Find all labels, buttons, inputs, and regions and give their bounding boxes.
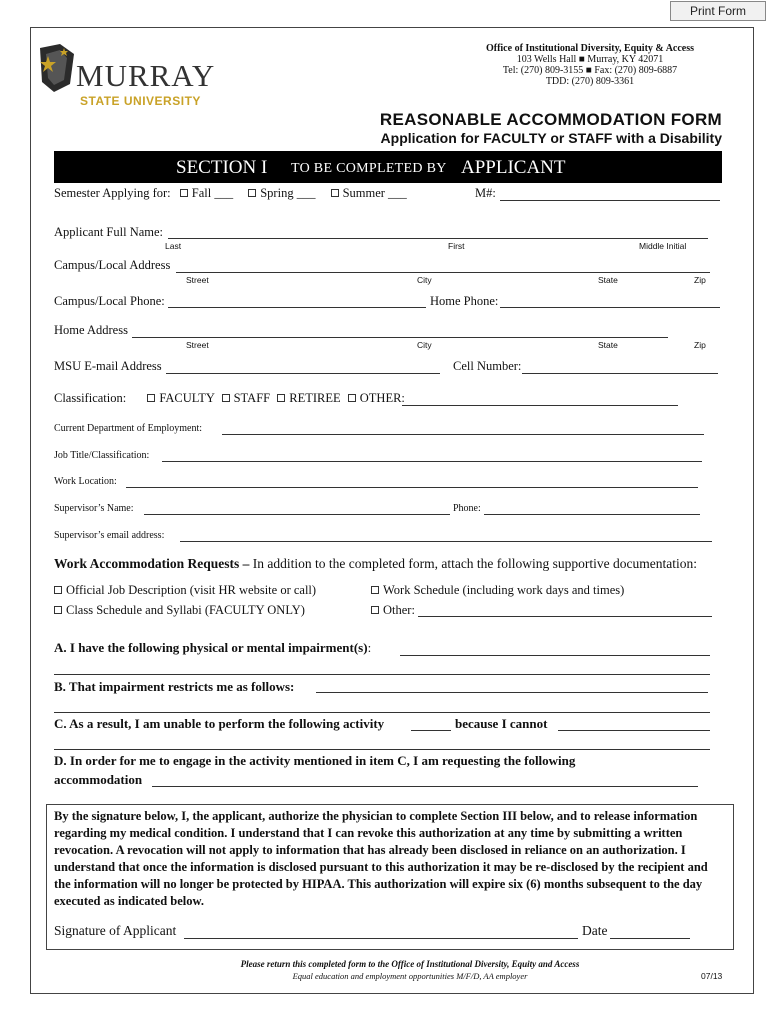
faculty-checkbox[interactable]	[147, 394, 155, 402]
office-title: Office of Institutional Diversity, Equity & Access	[485, 43, 695, 54]
class-schedule-label: Class Schedule and Syllabi (FACULTY ONLY)	[66, 603, 305, 617]
cell-field[interactable]	[522, 373, 718, 374]
item-a-row	[54, 640, 371, 656]
office-address: 103 Wells Hall ■ Murray, KY 42071	[516, 54, 664, 65]
home-zip-caption: Zip	[694, 340, 706, 350]
footer-return-instruction: Please return this completed form to the Office of Institutional Diversity, Equity and Access	[240, 959, 580, 969]
supervisor-email-field[interactable]	[180, 541, 712, 542]
doc-other-label: Other:	[383, 603, 415, 617]
doc-other-checkbox[interactable]	[371, 606, 379, 614]
home-street-caption: Street	[186, 340, 209, 350]
work-location-label: Work Location:	[54, 476, 117, 487]
semester-row	[54, 186, 407, 201]
doc-work-schedule	[371, 583, 624, 598]
summer-label: Summer ___	[342, 186, 407, 200]
job-desc-label: Official Job Description (visit HR website or call)	[66, 583, 317, 597]
email-label: MSU E-mail Address	[54, 359, 162, 373]
item-b-field-2[interactable]	[54, 712, 710, 713]
doc-job-desc	[54, 583, 316, 598]
item-d-field[interactable]	[152, 786, 698, 787]
other-label: OTHER:	[359, 391, 405, 405]
supervisor-name-label: Supervisor’s Name:	[54, 503, 134, 514]
job-desc-checkbox[interactable]	[54, 586, 62, 594]
home-address-label: Home Address	[54, 323, 128, 337]
retiree-label: RETIREE	[289, 391, 341, 405]
supervisor-phone-label: Phone:	[453, 503, 481, 514]
campus-phone-label: Campus/Local Phone:	[54, 294, 165, 308]
home-address-field[interactable]	[132, 337, 668, 338]
print-form-button[interactable]: Print Form	[670, 1, 766, 21]
item-a-colon: :	[367, 640, 372, 655]
staff-checkbox[interactable]	[222, 394, 230, 402]
supervisor-phone-field[interactable]	[484, 514, 700, 515]
cell-label: Cell Number:	[453, 359, 522, 373]
middle-caption: Middle Initial	[639, 241, 687, 251]
full-name-label: Applicant Full Name:	[54, 225, 164, 239]
signature-field[interactable]	[184, 938, 578, 939]
requests-intro: In addition to the completed form, attach the following supportive documentation:	[249, 556, 698, 571]
supervisor-email-label: Supervisor’s email address:	[54, 530, 165, 541]
campus-phone-field[interactable]	[168, 307, 426, 308]
section-number: SECTION I	[176, 157, 268, 178]
home-phone-label: Home Phone:	[430, 294, 499, 308]
campus-address-field[interactable]	[176, 272, 710, 273]
item-c-field-2[interactable]	[54, 749, 710, 750]
form-title: REASONABLE ACCOMMODATION FORM	[379, 110, 722, 129]
item-b-label: B. That impairment restricts me as follows:	[54, 679, 295, 694]
requests-heading: Work Accommodation Requests –	[54, 556, 250, 571]
campus-address-label: Campus/Local Address	[54, 258, 171, 272]
classification-row	[54, 391, 405, 406]
item-c-activity-field[interactable]	[411, 730, 451, 731]
item-b-field-1[interactable]	[316, 692, 708, 693]
item-a-field-1[interactable]	[400, 655, 710, 656]
office-phone: Tel: (270) 809-3155 ■ Fax: (270) 809-6887	[502, 65, 678, 76]
classification-label: Classification:	[54, 391, 127, 405]
form-subtitle: Application for FACULTY or STAFF with a Disability	[380, 130, 722, 146]
section-instruction: TO BE COMPLETED BY	[291, 161, 447, 176]
office-tdd: TDD: (270) 809-3361	[545, 76, 635, 87]
work-schedule-label: Work Schedule (including work days and times)	[383, 583, 625, 597]
fall-label: Fall ___	[191, 186, 234, 200]
section-header-bar	[54, 151, 722, 183]
supervisor-name-field[interactable]	[144, 514, 450, 515]
retiree-checkbox[interactable]	[277, 394, 285, 402]
logo-subtitle: STATE UNIVERSITY	[80, 94, 201, 108]
semester-label: Semester Applying for:	[54, 186, 171, 200]
home-city-caption: City	[417, 340, 432, 350]
spring-checkbox[interactable]	[248, 189, 256, 197]
authorization-text: By the signature below, I, the applicant, authorize the physician to complete Section III below, and to release information regarding my medical condition. I understand that I can revoke this authorization at any time by submitting a written revocation. A revocation will not apply to information that has already been disclosed in reliance on an authorization. I understand that once the information is disclosed pursuant to this authorization it may be re-disclosed by the recipient and the information will no longer be protected by HIPAA. This authorization will expire six (6) months subsequent to the day executed as indicated below.	[54, 809, 708, 908]
other-checkbox[interactable]	[348, 394, 356, 402]
campus-city-caption: City	[417, 275, 432, 285]
home-state-caption: State	[598, 340, 618, 350]
logo-wordmark: MURRAY	[76, 58, 216, 93]
doc-class-schedule	[54, 603, 305, 618]
m-number-label: M#:	[475, 186, 496, 200]
campus-zip-caption: Zip	[694, 275, 706, 285]
department-field[interactable]	[222, 434, 704, 435]
form-revision-code: 07/13	[701, 971, 723, 981]
doc-other-field[interactable]	[418, 616, 712, 617]
faculty-label: FACULTY	[159, 391, 215, 405]
shield-star-icon	[36, 44, 76, 94]
spring-label: Spring ___	[260, 186, 316, 200]
staff-label: STAFF	[233, 391, 271, 405]
work-location-field[interactable]	[126, 487, 698, 488]
classification-other-field[interactable]	[402, 405, 678, 406]
item-d-accommodation-label: accommodation	[54, 772, 143, 787]
email-field[interactable]	[166, 373, 440, 374]
section-role: APPLICANT	[461, 157, 566, 178]
item-c-cannot-field[interactable]	[558, 730, 710, 731]
last-caption: Last	[165, 241, 182, 251]
full-name-field[interactable]	[168, 238, 708, 239]
fall-checkbox[interactable]	[180, 189, 188, 197]
item-d-label: D. In order for me to engage in the activity mentioned in item C, I am requesting the following	[54, 753, 576, 768]
department-label: Current Department of Employment:	[54, 423, 203, 434]
m-number-field[interactable]	[500, 200, 720, 201]
doc-other	[371, 603, 415, 618]
requests-heading-row	[54, 556, 697, 572]
murray-logo	[36, 44, 226, 110]
item-c-cannot-label: because I cannot	[455, 716, 548, 731]
summer-checkbox[interactable]	[331, 189, 339, 197]
item-a-label: A. I have the following physical or mental impairment(s)	[54, 640, 368, 655]
date-label: Date	[582, 923, 608, 938]
signature-label: Signature of Applicant	[54, 923, 177, 938]
office-info	[470, 43, 710, 87]
campus-street-caption: Street	[186, 275, 209, 285]
date-field[interactable]	[610, 938, 690, 939]
job-title-label: Job Title/Classification:	[54, 450, 150, 461]
job-title-field[interactable]	[162, 461, 702, 462]
item-a-field-2[interactable]	[54, 674, 710, 675]
campus-state-caption: State	[598, 275, 618, 285]
home-phone-field[interactable]	[500, 307, 720, 308]
first-caption: First	[448, 241, 465, 251]
class-schedule-checkbox[interactable]	[54, 606, 62, 614]
item-c-label: C. As a result, I am unable to perform the following activity	[54, 716, 385, 731]
footer-eeo-statement: Equal education and employment opportunities M/F/D, AA employer	[292, 971, 528, 981]
work-schedule-checkbox[interactable]	[371, 586, 379, 594]
